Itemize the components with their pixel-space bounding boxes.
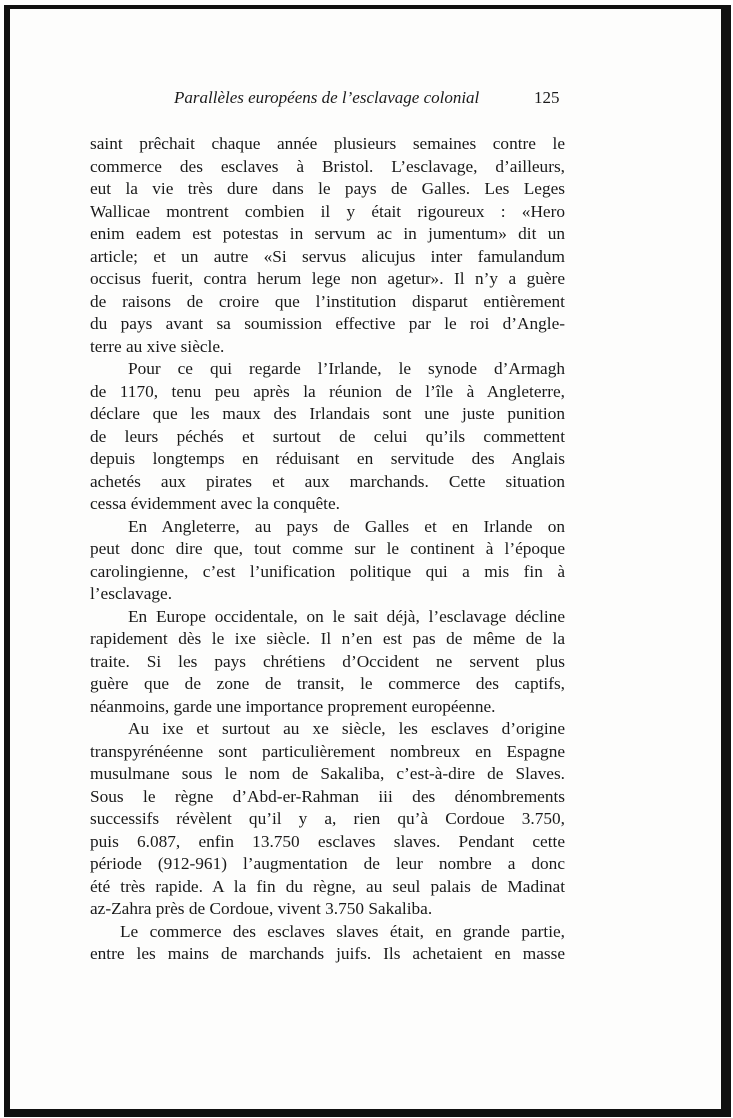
text-line: article; et un autre «Si servus alicujus inter famulandum [90,246,565,266]
text-line: Wallicae montrent combien il y était rigoureux : «Hero [90,201,565,221]
text-line: cessa évidemment avec la conquête. [90,494,340,513]
text-line: de raisons de croire que l’institution disparut entièrement [90,291,565,311]
page-number: 125 [534,88,560,107]
text-line: eut la vie très dure dans le pays de Galles. Les Leges [90,179,565,198]
body-text [90,133,565,966]
text-line: du pays avant sa soumission effective par le roi d’Angle- [90,314,565,333]
paragraph-start: Au ixe et surtout au xe siècle, les esclaves d’origine [128,719,565,738]
paragraph-start: Pour ce qui regarde l’Irlande, le synode d’Armagh [128,359,565,378]
text-line: depuis longtemps en réduisant en servitude des Anglais [90,449,565,468]
text-line: rapidement dès le ixe siècle. Il n’en est pas de même de la [90,629,565,648]
text-line: occisus fuerit, contra herum lege non agetur». Il n’y a guère [90,269,565,288]
paragraph-start: En Europe occidentale, on le sait déjà, l’esclavage décline [128,606,565,626]
text-line: terre au xive siècle. [90,336,225,356]
text-line: carolingienne, c’est l’unification politique qui a mis fin à [90,561,565,581]
text-line: de 1170, tenu peu après la réunion de l’île à Angleterre, [90,381,565,401]
text-line: puis 6.087, enfin 13.750 esclaves slaves. Pendant cette [90,831,565,851]
running-title: Parallèles européens de l’esclavage colonial [174,88,480,107]
text-line: période (912-961) l’augmentation de leur nombre a donc [90,854,565,873]
text-line: achetés aux pirates et aux marchands. Cette situation [90,471,565,491]
text-line: traite. Si les pays chrétiens d’Occident ne servent plus [90,651,565,671]
text-line: successifs révèlent qu’il y a, rien qu’à Cordoue 3.750, [90,809,565,828]
text-line: déclare que les maux des Irlandais sont une juste punition [90,404,565,423]
text-line: de leurs péchés et surtout de celui qu’ils commettent [90,426,565,446]
text-line: Sous le règne d’Abd-er-Rahman iii des dénombrements [90,786,565,806]
text-line: musulmane sous le nom de Sakaliba, c’est-à-dire de Slaves. [90,764,565,783]
text-line: az-Zahra près de Cordoue, vivent 3.750 Sakaliba. [90,899,433,918]
text-line: entre les mains de marchands juifs. Ils achetaient en masse [90,944,565,963]
text-line: enim eadem est potestas in servum ac in jumentum» dit un [90,224,565,243]
text-line: l’esclavage. [90,584,173,603]
text-line: guère que de zone de transit, le commerce des captifs, [90,674,565,693]
paragraph-start: En Angleterre, au pays de Galles et en Irlande on [128,516,565,536]
text-line: peut donc dire que, tout comme sur le continent à l’époque [90,539,565,558]
text-line: transpyrénéenne sont particulièrement nombreux en Espagne [90,741,565,761]
text-line: saint prêchait chaque année plusieurs semaines contre le [90,134,565,153]
text-line: été très rapide. A la fin du règne, au seul palais de Madinat [90,876,565,896]
paragraph-start: Le commerce des esclaves slaves était, en grande partie, [120,921,565,941]
text-line: commerce des esclaves à Bristol. L’esclavage, d’ailleurs, [90,156,565,176]
text-line: néanmoins, garde une importance proprement européenne. [90,696,496,716]
